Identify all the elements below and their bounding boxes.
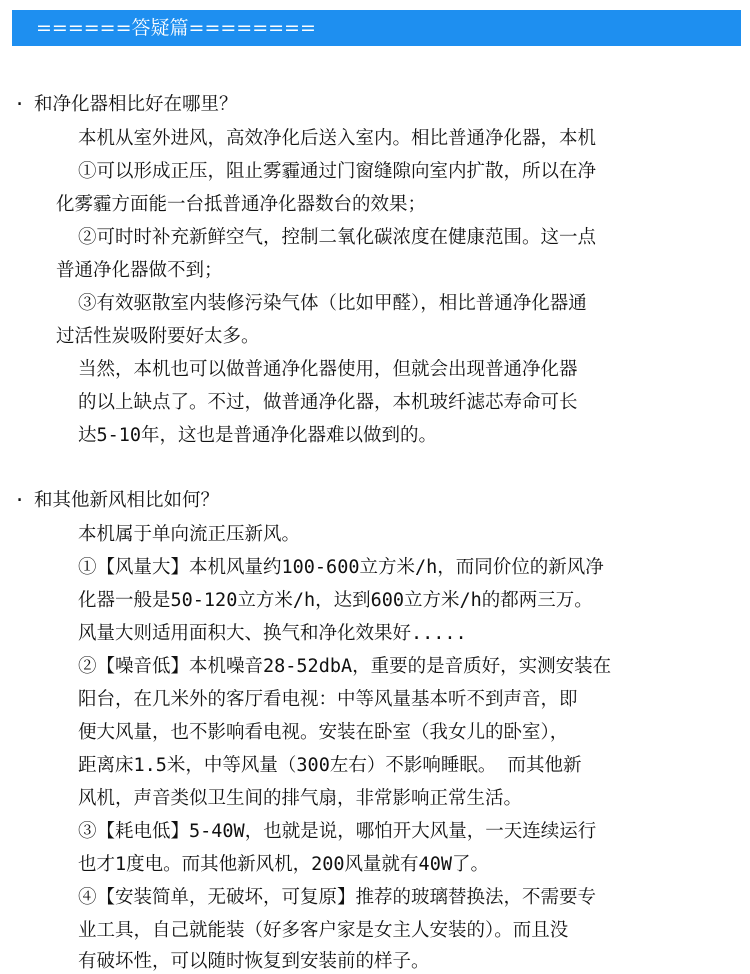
- question-text: 和其他新风相比如何？: [34, 490, 220, 511]
- answer-line: ②【噪音低】本机噪音28-52dbA，重要的是音质好，实测安装在: [78, 656, 612, 677]
- answer-line: ①【风量大】本机风量约100-600立方米/h，而同价位的新风净: [78, 557, 604, 578]
- answer-line: 普通净化器做不到；: [56, 260, 223, 281]
- question-heading: [14, 489, 219, 513]
- answer-line: 过活性炭吸附要好太多。: [56, 326, 260, 347]
- bullet-marker: ·: [14, 94, 26, 115]
- answer-line: 当然，本机也可以做普通净化器使用，但就会出现普通净化器: [78, 359, 578, 380]
- answer-line: 也才1度电。而其他新风机，200风量就有40W了。: [78, 854, 489, 875]
- section-header-title: ======答疑篇========: [36, 17, 316, 39]
- answer-line: 阳台，在几米外的客厅看电视：中等风量基本听不到声音，即: [78, 689, 578, 710]
- answer-line: 有破坏性，可以随时恢复到安装前的样子。: [78, 951, 430, 972]
- answer-line: 的以上缺点了。不过，做普通净化器，本机玻纤滤芯寿命可长: [78, 392, 578, 413]
- answer-line: 风量大则适用面积大、换气和净化效果好.....: [78, 623, 467, 644]
- answer-line: 风机，声音类似卫生间的排气扇，非常影响正常生活。: [78, 788, 523, 809]
- answer-line: 达5-10年，这也是普通净化器难以做到的。: [78, 425, 438, 446]
- answer-line: 便大风量，也不影响看电视。安装在卧室（我女儿的卧室），: [78, 722, 569, 743]
- answer-line: ①可以形成正压，阻止雾霾通过门窗缝隙向室内扩散，所以在净: [78, 161, 597, 182]
- bullet-marker: ·: [14, 490, 26, 511]
- answer-line: ④【安装简单，无破坏，可复原】推荐的玻璃替换法，不需要专: [78, 887, 597, 908]
- section-header-bar: [12, 10, 741, 46]
- answer-line: 化雾霾方面能一台抵普通净化器数台的效果；: [56, 194, 427, 215]
- answer-line: 化器一般是50-120立方米/h，达到600立方米/h的都两三万。: [78, 590, 593, 611]
- answer-line: 距离床1.5米，中等风量（300左右）不影响睡眠。 而其他新: [78, 755, 582, 776]
- answer-line: 本机属于单向流正压新风。: [78, 524, 301, 545]
- question-text: 和净化器相比好在哪里？: [34, 94, 238, 115]
- answer-line: ②可时时补充新鲜空气，控制二氧化碳浓度在健康范围。这一点: [78, 227, 597, 248]
- question-heading: [14, 93, 238, 117]
- answer-line: 本机从室外进风，高效净化后送入室内。相比普通净化器，本机: [78, 128, 597, 149]
- answer-line: ③有效驱散室内装修污染气体（比如甲醛），相比普通净化器通: [78, 293, 587, 314]
- answer-line: ③【耗电低】5-40W，也就是说，哪怕开大风量，一天连续运行: [78, 821, 597, 842]
- answer-line: 业工具，自己就能装（好多客户家是女主人安装的）。而且没: [78, 920, 569, 941]
